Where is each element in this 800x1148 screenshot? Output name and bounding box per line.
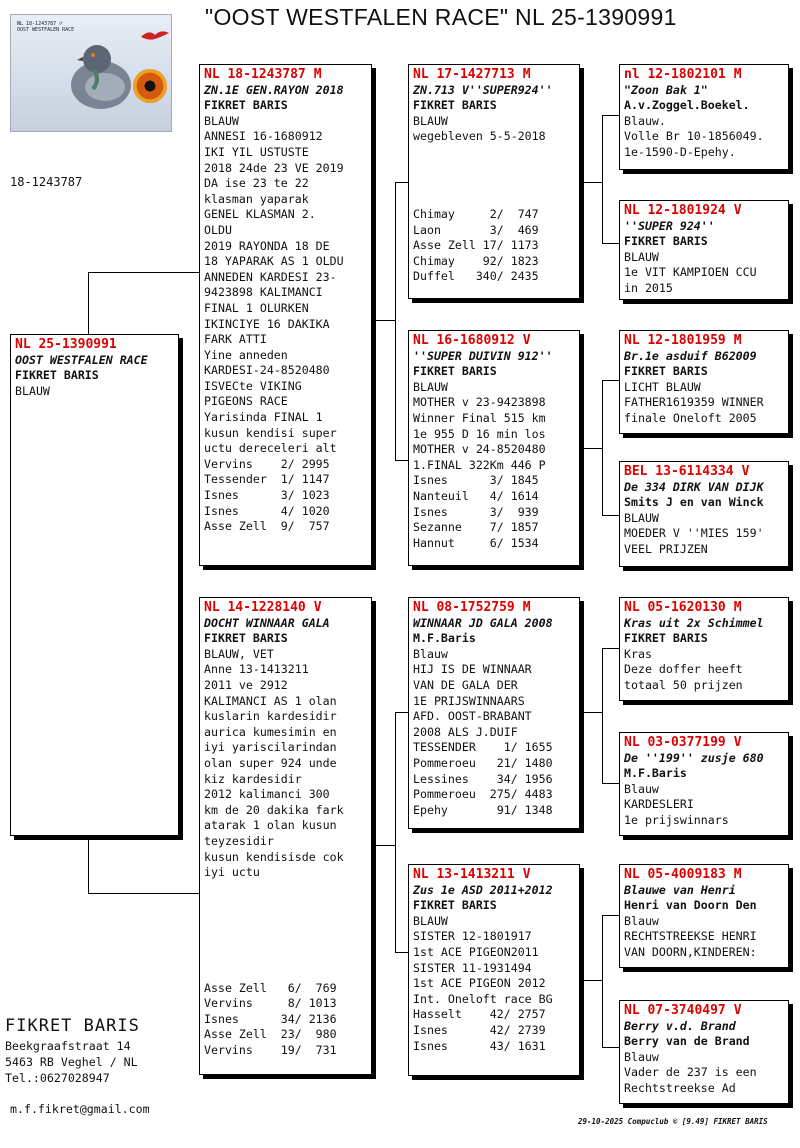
pigeon-name: ZN.1E GEN.RAYON 2018 [204, 82, 344, 97]
color-line: BLAUW [15, 383, 50, 398]
race-result: Isnes 4/ 1020 [204, 503, 330, 518]
info-line: iyi yariscilarindan [204, 740, 337, 755]
info-line: FARK ATTI [204, 332, 267, 347]
race-result: Nanteuil 4/ 1614 [413, 488, 539, 503]
ring-number: nl 12-1802101 M [624, 67, 742, 82]
race-result: Asse Zell 6/ 769 [204, 980, 337, 995]
info-line: SISTER 12-1801917 [413, 929, 532, 944]
pigeon-card-dsd[interactable] [619, 732, 789, 836]
pigeon-name: Berry v.d. Brand [624, 1018, 736, 1033]
race-result: Isnes 43/ 1631 [413, 1038, 546, 1053]
race-result: Pommeroeu 275/ 4483 [413, 787, 553, 802]
sex-marker: V [313, 600, 322, 615]
pigeon-card-dam-sire[interactable] [408, 597, 580, 829]
ring-number: NL 25-1390991 [15, 337, 117, 352]
info-line: Winner Final 515 km [413, 410, 546, 425]
race-result: Lessines 34/ 1956 [413, 771, 553, 786]
connector-line [602, 783, 619, 784]
sex-marker: V [522, 333, 531, 348]
info-line: 1st ACE PIGEON2011 [413, 944, 539, 959]
connector-line [580, 448, 603, 449]
pigeon-card-sdd[interactable] [619, 461, 789, 567]
connector-line [602, 915, 603, 1047]
pigeon-name: DOCHT WINNAAR GALA [204, 615, 330, 630]
race-result: Vervins 2/ 2995 [204, 456, 330, 471]
race-result: Isnes 3/ 1023 [204, 488, 330, 503]
info-line: FINAL 1 OLURKEN [204, 300, 309, 315]
info-line: 9423898 KALIMANCI [204, 285, 323, 300]
connector-line [602, 1047, 619, 1048]
race-result: Vervins 19/ 731 [204, 1043, 337, 1058]
info-line: ANNESI 16-1680912 [204, 129, 323, 144]
info-line: Kras [624, 646, 652, 661]
info-line: BLAUW [413, 379, 448, 394]
pigeon-card-dam-dam[interactable] [408, 864, 580, 1076]
owner-name: Henri van Doorn Den [624, 898, 757, 913]
breeder-name: FIKRET BARIS [5, 1016, 140, 1036]
owner-name: Berry van de Brand [624, 1034, 750, 1049]
pigeon-name: De 334 DIRK VAN DIJK [624, 479, 764, 494]
info-line: 2018 24de 23 VE 2019 [204, 160, 344, 175]
pigeon-name: ''SUPER 924'' [624, 218, 715, 233]
info-line: BLAUW [413, 113, 448, 128]
info-line: uctu dereceleri alt [204, 441, 337, 456]
info-line: Blauw [624, 781, 659, 796]
race-result: Pommeroeu 21/ 1480 [413, 755, 553, 770]
pigeon-card-sire-sire[interactable] [408, 64, 580, 299]
connector-line [602, 648, 619, 649]
info-line: KARDESI-24-8520480 [204, 363, 330, 378]
info-line: 1e-1590-D-Epehy. [624, 144, 736, 159]
connector-line [372, 845, 396, 846]
race-result: Hasselt 42/ 2757 [413, 1007, 546, 1022]
info-line: kusun kendisisde cok [204, 849, 344, 864]
side-ring-number: 18-1243787 [10, 175, 83, 189]
info-line: km de 20 dakika fark [204, 802, 344, 817]
pigeon-card-dds[interactable] [619, 864, 789, 968]
race-result: TESSENDER 1/ 1655 [413, 740, 553, 755]
race-result: Chimay 92/ 1823 [413, 253, 539, 268]
info-line: RECHTSTREEKSE HENRI [624, 929, 757, 944]
race-result: Laon 3/ 469 [413, 222, 539, 237]
pigeon-card-dss[interactable] [619, 597, 789, 701]
pigeon-card-dam[interactable] [199, 597, 372, 1075]
info-line: Volle Br 10-1856049. [624, 129, 764, 144]
race-result: Isnes 3/ 1845 [413, 473, 539, 488]
connector-line [395, 952, 408, 953]
info-line: Blauw. [624, 113, 666, 128]
connector-line [580, 182, 603, 183]
ring-number: NL 12-1801959 M [624, 333, 742, 348]
race-result: Vervins 8/ 1013 [204, 996, 337, 1011]
pigeon-card-sire-dam[interactable] [408, 330, 580, 566]
info-line: VAN DE GALA DER [413, 677, 518, 692]
owner-name: M.F.Baris [413, 631, 476, 646]
address-line: 5463 RB Veghel / NL [5, 1055, 138, 1069]
pigeon-name: Zus 1e ASD 2011+2012 [413, 882, 553, 897]
info-line: Blauw [413, 646, 448, 661]
info-line: MOEDER V ''MIES 159' [624, 526, 764, 541]
info-line: KARDESLERI [624, 797, 694, 812]
info-line: 2011 ve 2912 [204, 677, 288, 692]
ring-number: NL 12-1801924 V [624, 203, 742, 218]
ring-number: NL 08-1752759 M [413, 600, 531, 615]
info-line: BLAUW [624, 510, 659, 525]
connector-line [602, 915, 619, 916]
pigeon-name: OOST WESTFALEN RACE [15, 352, 148, 367]
info-line: VAN DOORN,KINDEREN: [624, 944, 757, 959]
owner-name: FIKRET BARIS [15, 368, 99, 383]
race-result: Asse Zell 17/ 1173 [413, 238, 539, 253]
info-line: IKI YIL USTUSTE [204, 144, 309, 159]
info-line: wegebleven 5-5-2018 [413, 129, 546, 144]
info-line: 18 YAPARAK AS 1 OLDU [204, 254, 344, 269]
info-line: Rechtstreekse Ad [624, 1080, 736, 1095]
sex-marker: M [733, 333, 742, 348]
phone-number: Tel.:0627028947 [5, 1071, 110, 1085]
owner-name: FIKRET BARIS [624, 234, 708, 249]
info-line: 1E PRIJSWINNAARS [413, 693, 525, 708]
info-line: Yarisinda FINAL 1 [204, 410, 323, 425]
info-line: totaal 50 prijzen [624, 677, 743, 692]
connector-line [395, 182, 408, 183]
connector-line [602, 115, 619, 116]
pigeon-name: De ''199'' zusje 680 [624, 750, 764, 765]
connector-line [88, 836, 89, 894]
owner-name: FIKRET BARIS [624, 364, 708, 379]
info-line: OLDU [204, 222, 232, 237]
connector-line [580, 980, 603, 981]
race-result: Chimay 2/ 747 [413, 206, 539, 221]
info-line: kusun kendisi super [204, 425, 337, 440]
race-result: Sezanne 7/ 1857 [413, 520, 539, 535]
connector-line [88, 272, 200, 273]
pigeon-name: ''SUPER DUIVIN 912'' [413, 348, 553, 363]
info-line: 1st ACE PIGEON 2012 [413, 976, 546, 991]
pigeon-card-subject[interactable] [10, 334, 179, 836]
pigeon-name: Blauwe van Henri [624, 882, 736, 897]
pigeon-card-sss[interactable] [619, 64, 789, 170]
connector-line [602, 648, 603, 783]
owner-name: Smits J en van Winck [624, 495, 764, 510]
sex-marker: M [522, 600, 531, 615]
info-line: 2008 ALS J.DUIF [413, 724, 518, 739]
info-line: ISVECte VIKING [204, 378, 302, 393]
info-line: olan super 924 unde [204, 755, 337, 770]
pigeon-name: Kras uit 2x Schimmel [624, 615, 764, 630]
info-line: VEEL PRIJZEN [624, 541, 708, 556]
owner-name: FIKRET BARIS [204, 98, 288, 113]
info-line: Anne 13-1413211 [204, 662, 309, 677]
pigeon-name: WINNAAR JD GALA 2008 [413, 615, 553, 630]
sex-marker: M [313, 67, 322, 82]
info-line: atarak 1 olan kusun [204, 818, 337, 833]
race-result: Epehy 91/ 1348 [413, 802, 553, 817]
ring-number: NL 17-1427713 M [413, 67, 531, 82]
ring-number: NL 05-4009183 M [624, 867, 742, 882]
pigeon-card-sire[interactable] [199, 64, 372, 566]
info-line: LICHT BLAUW [624, 379, 701, 394]
info-line: Int. Oneloft race BG [413, 991, 553, 1006]
sex-marker: M [733, 867, 742, 882]
pigeon-image [53, 35, 143, 115]
photo-label: NL 18-1243787 ♂ OOST WESTFALEN RACE [17, 21, 75, 33]
ring-number: NL 14-1228140 V [204, 600, 322, 615]
pigeon-photo [10, 14, 172, 132]
connector-line [602, 380, 619, 381]
connector-line [88, 272, 89, 334]
info-line: klasman yaparak [204, 191, 309, 206]
bird-logo [141, 29, 169, 41]
info-line: 1.FINAL 322Km 446 P [413, 457, 546, 472]
info-line: kuslarin kardesidir [204, 709, 337, 724]
owner-name: M.F.Baris [624, 766, 687, 781]
info-line: Yine anneden [204, 347, 288, 362]
ring-number: NL 07-3740497 V [624, 1003, 742, 1018]
owner-name: FIKRET BARIS [413, 364, 497, 379]
info-line: finale Oneloft 2005 [624, 410, 757, 425]
pigeon-card-ddd[interactable] [619, 1000, 789, 1104]
pigeon-name: "Zoon Bak 1" [624, 82, 708, 97]
sex-marker: V [733, 203, 742, 218]
info-line: 2012 kalimanci 300 [204, 787, 330, 802]
sex-marker: V [741, 464, 750, 479]
info-line: iyi uctu [204, 865, 260, 880]
info-line: SISTER 11-1931494 [413, 960, 532, 975]
page-title: "OOST WESTFALEN RACE" NL 25-1390991 [205, 4, 677, 30]
owner-name: A.v.Zoggel.Boekel. [624, 98, 750, 113]
info-line: KALIMANCI AS 1 olan [204, 693, 337, 708]
info-line: aurica kumesimin en [204, 724, 337, 739]
race-result: Tessender 1/ 1147 [204, 472, 330, 487]
connector-line [395, 712, 396, 952]
race-result: Isnes 34/ 2136 [204, 1011, 337, 1026]
info-line: Blauw [624, 913, 659, 928]
owner-name: FIKRET BARIS [413, 98, 497, 113]
info-line: FATHER1619359 WINNER [624, 395, 764, 410]
print-footer: 29-10-2025 Compuclub © [9.49] FIKRET BARIS [578, 1117, 768, 1126]
connector-line [602, 115, 603, 243]
race-result: Asse Zell 9/ 757 [204, 519, 330, 534]
info-line: 1e 955 D 16 min los [413, 426, 546, 441]
info-line: MOTHER v 24-8520480 [413, 442, 546, 457]
ring-number: NL 13-1413211 V [413, 867, 531, 882]
pigeon-name: Br.1e asduif B62009 [624, 348, 757, 363]
info-line: BLAUW, VET [204, 646, 274, 661]
ring-number: BEL 13-6114334 V [624, 464, 750, 479]
info-line: Blauw [624, 1049, 659, 1064]
info-line: Vader de 237 is een [624, 1065, 757, 1080]
info-line: PIGEONS RACE [204, 394, 288, 409]
connector-line [395, 182, 396, 460]
race-result: Isnes 3/ 939 [413, 504, 539, 519]
owner-name: FIKRET BARIS [624, 631, 708, 646]
connector-line [395, 712, 408, 713]
connector-line [602, 243, 619, 244]
pigeon-name: ZN.713 V''SUPER924'' [413, 82, 553, 97]
sex-marker: M [733, 67, 742, 82]
info-line: HIJ IS DE WINNAAR [413, 662, 532, 677]
info-line: 2019 RAYONDA 18 DE [204, 238, 330, 253]
race-result: Asse Zell 23/ 980 [204, 1027, 337, 1042]
ring-number: NL 05-1620130 M [624, 600, 742, 615]
race-result: Duffel 340/ 2435 [413, 269, 539, 284]
owner-name: FIKRET BARIS [204, 631, 288, 646]
sex-marker: V [733, 1003, 742, 1018]
pigeon-card-sds[interactable] [619, 330, 789, 434]
info-line: Deze doffer heeft [624, 662, 743, 677]
ring-number: NL 03-0377199 V [624, 735, 742, 750]
info-line: BLAUW [413, 913, 448, 928]
info-line: BLAUW [204, 113, 239, 128]
connector-line [602, 515, 619, 516]
info-line: GENEL KLASMAN 2. [204, 207, 316, 222]
sex-marker: M [522, 67, 531, 82]
info-line: BLAUW [624, 249, 659, 264]
connector-line [580, 712, 603, 713]
sex-marker: V [733, 735, 742, 750]
breeder-address [5, 1038, 138, 1086]
info-line: 1e VIT KAMPIOEN CCU [624, 265, 757, 280]
race-result: Isnes 42/ 2739 [413, 1022, 546, 1037]
info-line: in 2015 [624, 280, 673, 295]
info-line: MOTHER v 23-9423898 [413, 395, 546, 410]
info-line: kiz kardesidir [204, 771, 302, 786]
address-line: Beekgraafstraat 14 [5, 1039, 131, 1053]
connector-line [372, 320, 396, 321]
pigeon-eye-image [133, 69, 167, 103]
pigeon-card-ssd[interactable] [619, 200, 789, 300]
info-line: AFD. OOST-BRABANT [413, 709, 532, 724]
info-line: ANNEDEN KARDESI 23- [204, 269, 337, 284]
info-line: teyzesidir [204, 833, 274, 848]
ring-number: NL 18-1243787 M [204, 67, 322, 82]
owner-name: FIKRET BARIS [413, 898, 497, 913]
sex-marker: M [733, 600, 742, 615]
connector-line [88, 893, 200, 894]
email-address[interactable]: m.f.fikret@gmail.com [10, 1102, 150, 1116]
race-result: Hannut 6/ 1534 [413, 535, 539, 550]
info-line: DA ise 23 te 22 [204, 176, 309, 191]
info-line: 1e prijswinnars [624, 812, 729, 827]
info-line: IKINCIYE 16 DAKIKA [204, 316, 330, 331]
ring-number: NL 16-1680912 V [413, 333, 531, 348]
sex-marker: V [522, 867, 531, 882]
connector-line [395, 460, 408, 461]
